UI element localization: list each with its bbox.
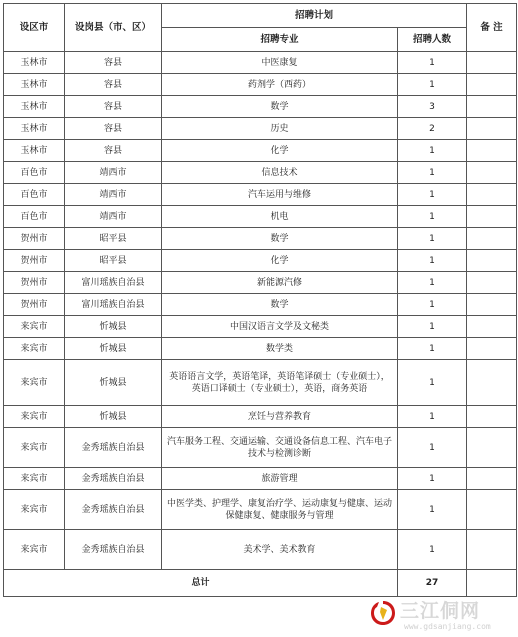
cell-county: 金秀瑶族自治县 bbox=[65, 490, 162, 530]
cell-major: 化学 bbox=[162, 140, 398, 162]
header-major: 招聘专业 bbox=[162, 28, 398, 52]
cell-count: 1 bbox=[398, 360, 467, 406]
cell-count: 1 bbox=[398, 338, 467, 360]
table-row bbox=[4, 490, 517, 530]
header-remark: 备 注 bbox=[467, 4, 517, 52]
cell-county: 忻城县 bbox=[65, 406, 162, 428]
cell-count: 1 bbox=[398, 74, 467, 96]
cell-major: 美术学、美术教育 bbox=[162, 530, 398, 570]
cell-major: 汽车运用与维修 bbox=[162, 184, 398, 206]
cell-count: 1 bbox=[398, 162, 467, 184]
header-count: 招聘人数 bbox=[398, 28, 467, 52]
cell-count: 1 bbox=[398, 184, 467, 206]
table-row bbox=[4, 360, 517, 406]
table-row bbox=[4, 272, 517, 294]
cell-remark bbox=[467, 206, 517, 228]
header-city: 设区市 bbox=[4, 4, 65, 52]
cell-count: 1 bbox=[398, 428, 467, 468]
table-row bbox=[4, 406, 517, 428]
total-row bbox=[4, 570, 517, 597]
cell-city: 贺州市 bbox=[4, 272, 65, 294]
cell-city: 贺州市 bbox=[4, 250, 65, 272]
cell-remark bbox=[467, 272, 517, 294]
cell-major: 数学 bbox=[162, 96, 398, 118]
cell-city: 来宾市 bbox=[4, 316, 65, 338]
table-row bbox=[4, 250, 517, 272]
cell-major: 中医学类、护理学、康复治疗学、运动康复与健康、运动保健康复、健康服务与管理 bbox=[162, 490, 398, 530]
cell-remark bbox=[467, 530, 517, 570]
cell-major: 药剂学（西药） bbox=[162, 74, 398, 96]
cell-city: 来宾市 bbox=[4, 428, 65, 468]
cell-city: 百色市 bbox=[4, 184, 65, 206]
cell-city: 来宾市 bbox=[4, 530, 65, 570]
cell-major: 中国汉语言文学及文秘类 bbox=[162, 316, 398, 338]
cell-remark bbox=[467, 74, 517, 96]
cell-major: 旅游管理 bbox=[162, 468, 398, 490]
table-row bbox=[4, 228, 517, 250]
cell-city: 玉林市 bbox=[4, 74, 65, 96]
cell-city: 来宾市 bbox=[4, 468, 65, 490]
table-row bbox=[4, 338, 517, 360]
cell-city: 来宾市 bbox=[4, 490, 65, 530]
cell-city: 玉林市 bbox=[4, 96, 65, 118]
cell-remark bbox=[467, 316, 517, 338]
cell-remark bbox=[467, 228, 517, 250]
table-row bbox=[4, 118, 517, 140]
cell-remark bbox=[467, 406, 517, 428]
cell-major: 英语语言文学，英语笔译，英语笔译硕士（专业硕士），英语口译硕士（专业硕士），英语，商务英语 bbox=[162, 360, 398, 406]
cell-major: 数学 bbox=[162, 228, 398, 250]
cell-county: 金秀瑶族自治县 bbox=[65, 468, 162, 490]
cell-major: 机电 bbox=[162, 206, 398, 228]
cell-count: 1 bbox=[398, 228, 467, 250]
cell-remark bbox=[467, 162, 517, 184]
cell-city: 玉林市 bbox=[4, 52, 65, 74]
cell-county: 富川瑶族自治县 bbox=[65, 294, 162, 316]
cell-county: 金秀瑶族自治县 bbox=[65, 530, 162, 570]
cell-count: 1 bbox=[398, 530, 467, 570]
cell-city: 贺州市 bbox=[4, 294, 65, 316]
cell-remark bbox=[467, 118, 517, 140]
cell-county: 忻城县 bbox=[65, 338, 162, 360]
table-row bbox=[4, 316, 517, 338]
cell-county: 昭平县 bbox=[65, 250, 162, 272]
cell-major: 化学 bbox=[162, 250, 398, 272]
cell-count: 1 bbox=[398, 52, 467, 74]
cell-major: 烹饪与营养教育 bbox=[162, 406, 398, 428]
total-count: 27 bbox=[398, 570, 467, 597]
cell-city: 贺州市 bbox=[4, 228, 65, 250]
table-row bbox=[4, 184, 517, 206]
cell-count: 1 bbox=[398, 490, 467, 530]
table-row bbox=[4, 428, 517, 468]
cell-city: 玉林市 bbox=[4, 140, 65, 162]
cell-remark bbox=[467, 250, 517, 272]
cell-city: 来宾市 bbox=[4, 406, 65, 428]
cell-major: 数学类 bbox=[162, 338, 398, 360]
table-row bbox=[4, 74, 517, 96]
cell-county: 靖西市 bbox=[65, 184, 162, 206]
cell-remark bbox=[467, 468, 517, 490]
table-row bbox=[4, 530, 517, 570]
cell-major: 中医康复 bbox=[162, 52, 398, 74]
cell-remark bbox=[467, 338, 517, 360]
cell-remark bbox=[467, 140, 517, 162]
watermark bbox=[368, 596, 516, 636]
cell-major: 历史 bbox=[162, 118, 398, 140]
cell-remark bbox=[467, 96, 517, 118]
header-county: 设岗县（市、区） bbox=[65, 4, 162, 52]
cell-county: 金秀瑶族自治县 bbox=[65, 428, 162, 468]
site-logo-icon bbox=[368, 598, 398, 628]
cell-major: 数学 bbox=[162, 294, 398, 316]
cell-remark bbox=[467, 294, 517, 316]
cell-county: 富川瑶族自治县 bbox=[65, 272, 162, 294]
cell-count: 3 bbox=[398, 96, 467, 118]
watermark-url: www.gdsanjiang.com bbox=[404, 622, 491, 631]
total-label: 总计 bbox=[4, 570, 398, 597]
cell-city: 玉林市 bbox=[4, 118, 65, 140]
cell-city: 百色市 bbox=[4, 206, 65, 228]
cell-count: 1 bbox=[398, 316, 467, 338]
table-row bbox=[4, 96, 517, 118]
cell-count: 1 bbox=[398, 250, 467, 272]
cell-count: 1 bbox=[398, 294, 467, 316]
cell-remark bbox=[467, 52, 517, 74]
cell-county: 忻城县 bbox=[65, 316, 162, 338]
cell-count: 1 bbox=[398, 406, 467, 428]
cell-county: 容县 bbox=[65, 96, 162, 118]
cell-remark bbox=[467, 428, 517, 468]
cell-major: 汽车服务工程、交通运输、交通设备信息工程、汽车电子技术与检测诊断 bbox=[162, 428, 398, 468]
cell-count: 2 bbox=[398, 118, 467, 140]
cell-county: 靖西市 bbox=[65, 162, 162, 184]
cell-city: 来宾市 bbox=[4, 338, 65, 360]
cell-count: 1 bbox=[398, 206, 467, 228]
cell-remark bbox=[467, 184, 517, 206]
cell-count: 1 bbox=[398, 468, 467, 490]
table-row bbox=[4, 294, 517, 316]
cell-city: 百色市 bbox=[4, 162, 65, 184]
cell-county: 昭平县 bbox=[65, 228, 162, 250]
table-row bbox=[4, 162, 517, 184]
cell-county: 靖西市 bbox=[65, 206, 162, 228]
total-remark bbox=[467, 570, 517, 597]
table-row bbox=[4, 206, 517, 228]
cell-count: 1 bbox=[398, 140, 467, 162]
cell-major: 新能源汽修 bbox=[162, 272, 398, 294]
table-row bbox=[4, 140, 517, 162]
cell-county: 忻城县 bbox=[65, 360, 162, 406]
recruitment-table bbox=[3, 3, 517, 597]
table-row bbox=[4, 468, 517, 490]
cell-city: 来宾市 bbox=[4, 360, 65, 406]
cell-remark bbox=[467, 360, 517, 406]
cell-county: 容县 bbox=[65, 74, 162, 96]
cell-count: 1 bbox=[398, 272, 467, 294]
cell-remark bbox=[467, 490, 517, 530]
cell-major: 信息技术 bbox=[162, 162, 398, 184]
cell-county: 容县 bbox=[65, 52, 162, 74]
watermark-name: 三江侗网 bbox=[400, 600, 481, 622]
cell-county: 容县 bbox=[65, 140, 162, 162]
header-plan: 招聘计划 bbox=[162, 4, 467, 28]
cell-county: 容县 bbox=[65, 118, 162, 140]
table-row bbox=[4, 52, 517, 74]
